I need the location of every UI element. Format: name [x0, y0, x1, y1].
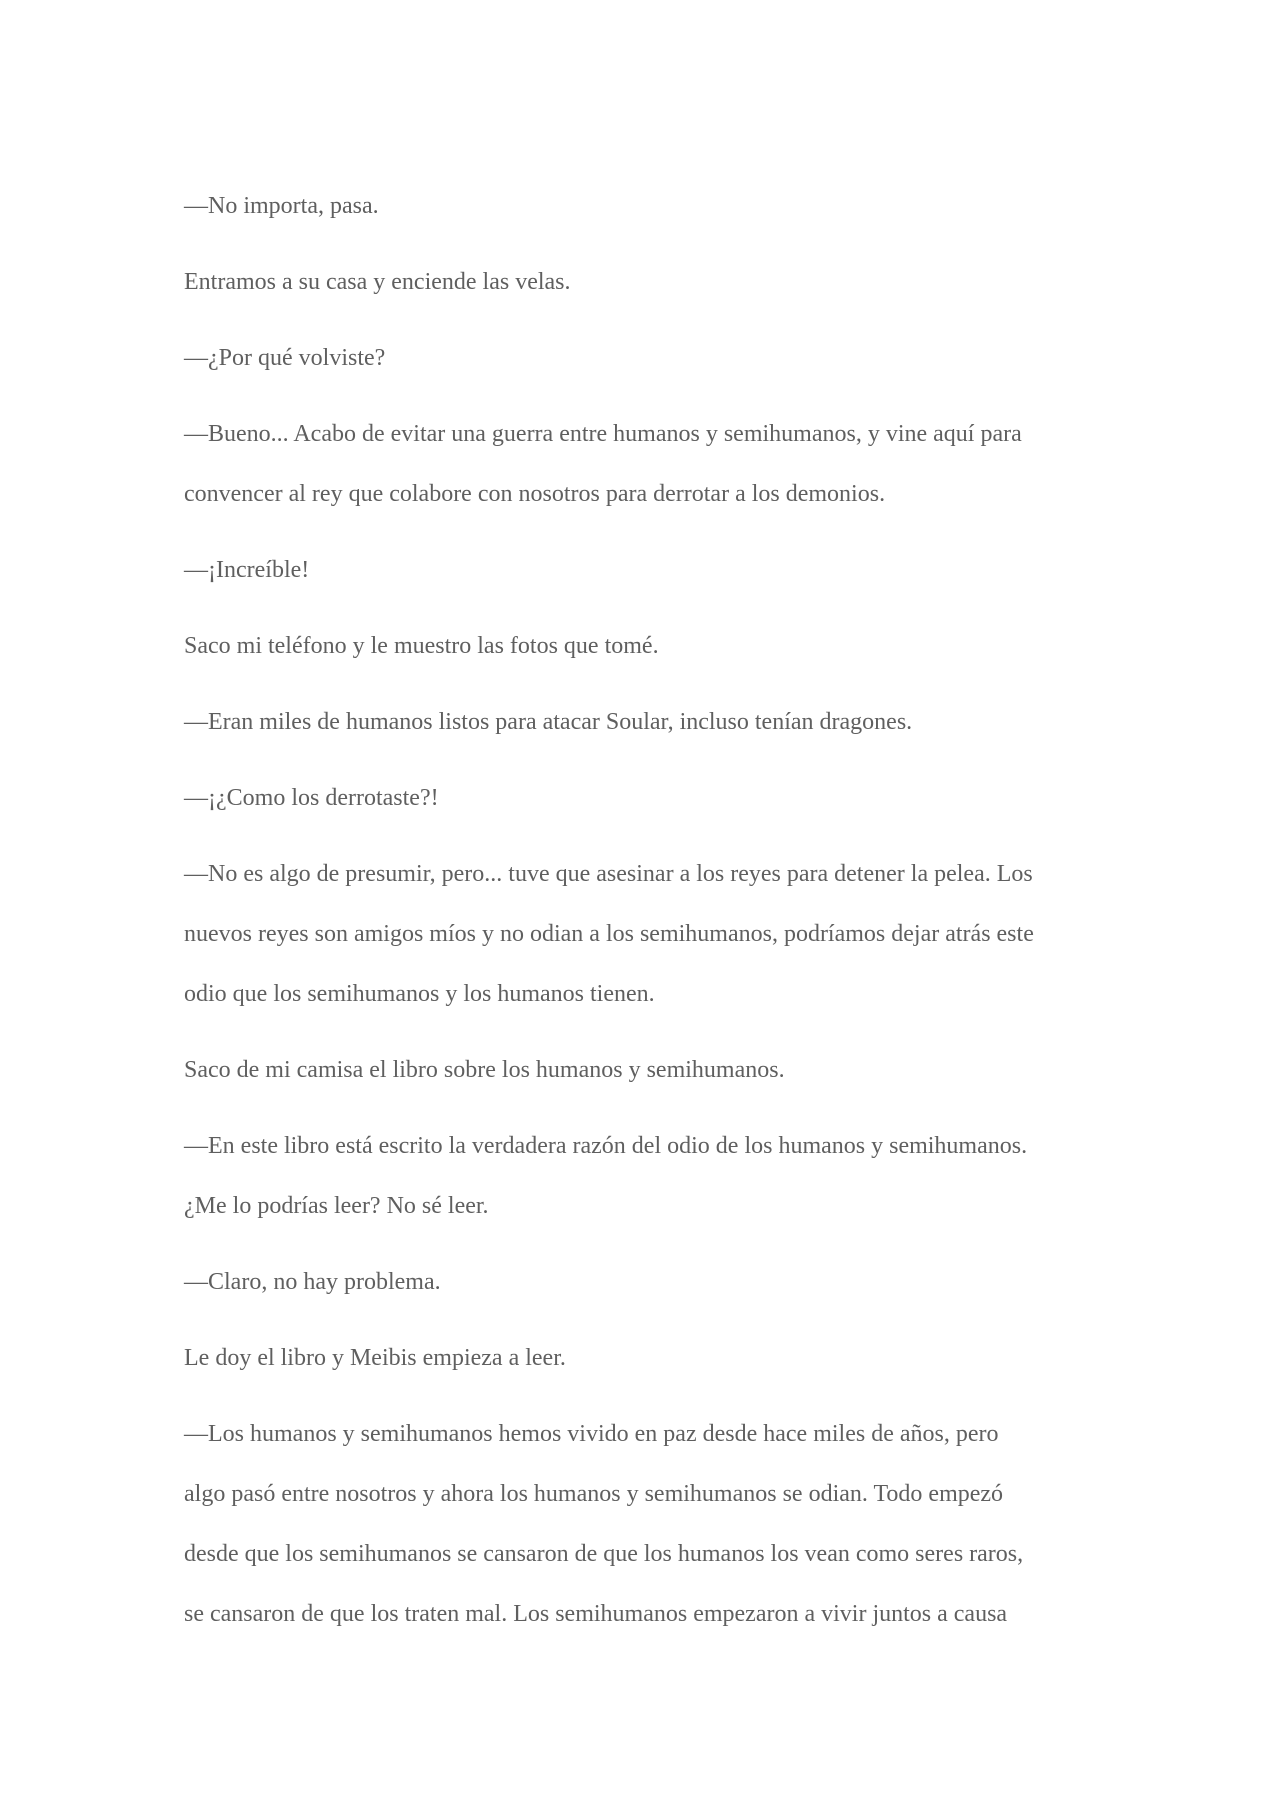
paragraph: [184, 1404, 1114, 1644]
paragraph: [184, 1328, 1114, 1388]
text-line: Saco mi teléfono y le muestro las fotos que tomé.: [184, 633, 659, 659]
text-line: Saco de mi camisa el libro sobre los humanos y semihumanos.: [184, 1057, 785, 1083]
paragraph: [184, 1252, 1114, 1312]
text-line: —Eran miles de humanos listos para atacar Soular, incluso tenían dragones.: [184, 709, 913, 735]
text-line: —¿Por qué volviste?: [184, 345, 386, 371]
text-line: —Los humanos y semihumanos hemos vivido en paz desde hace miles de años, pero: [184, 1421, 999, 1447]
paragraph: [184, 692, 1114, 752]
text-line: desde que los semihumanos se cansaron de que los humanos los vean como seres raros,: [184, 1541, 1024, 1567]
text-line: —¡¿Como los derrotaste?!: [184, 785, 439, 811]
text-line: —No importa, pasa.: [184, 193, 379, 219]
paragraph: [184, 252, 1114, 312]
paragraph: [184, 616, 1114, 676]
paragraph: [184, 328, 1114, 388]
text-line: Entramos a su casa y enciende las velas.: [184, 269, 571, 295]
document-body: [184, 176, 1114, 1660]
paragraph: [184, 1040, 1114, 1100]
paragraph: [184, 404, 1114, 524]
text-line: Le doy el libro y Meibis empieza a leer.: [184, 1345, 566, 1371]
text-line: se cansaron de que los traten mal. Los semihumanos empezaron a vivir juntos a causa: [184, 1601, 1008, 1627]
text-line: algo pasó entre nosotros y ahora los humanos y semihumanos se odian. Todo empezó: [184, 1481, 1004, 1507]
paragraph: [184, 1116, 1114, 1236]
paragraph: [184, 768, 1114, 828]
paragraph: [184, 176, 1114, 236]
text-line: ¿Me lo podrías leer? No sé leer.: [184, 1193, 489, 1219]
text-line: convencer al rey que colabore con nosotros para derrotar a los demonios.: [184, 481, 886, 507]
text-line: odio que los semihumanos y los humanos tienen.: [184, 981, 655, 1007]
paragraph: [184, 540, 1114, 600]
text-line: nuevos reyes son amigos míos y no odian a los semihumanos, podríamos dejar atrás este: [184, 921, 1034, 947]
text-line: —No es algo de presumir, pero... tuve que asesinar a los reyes para detener la pelea. Los: [184, 861, 1033, 887]
text-line: —En este libro está escrito la verdadera razón del odio de los humanos y semihumanos.: [184, 1133, 1028, 1159]
text-line: —¡Increíble!: [184, 557, 310, 583]
paragraph: [184, 844, 1114, 1024]
text-line: —Claro, no hay problema.: [184, 1269, 441, 1295]
text-line: —Bueno... Acabo de evitar una guerra entre humanos y semihumanos, y vine aquí para: [184, 421, 1022, 447]
